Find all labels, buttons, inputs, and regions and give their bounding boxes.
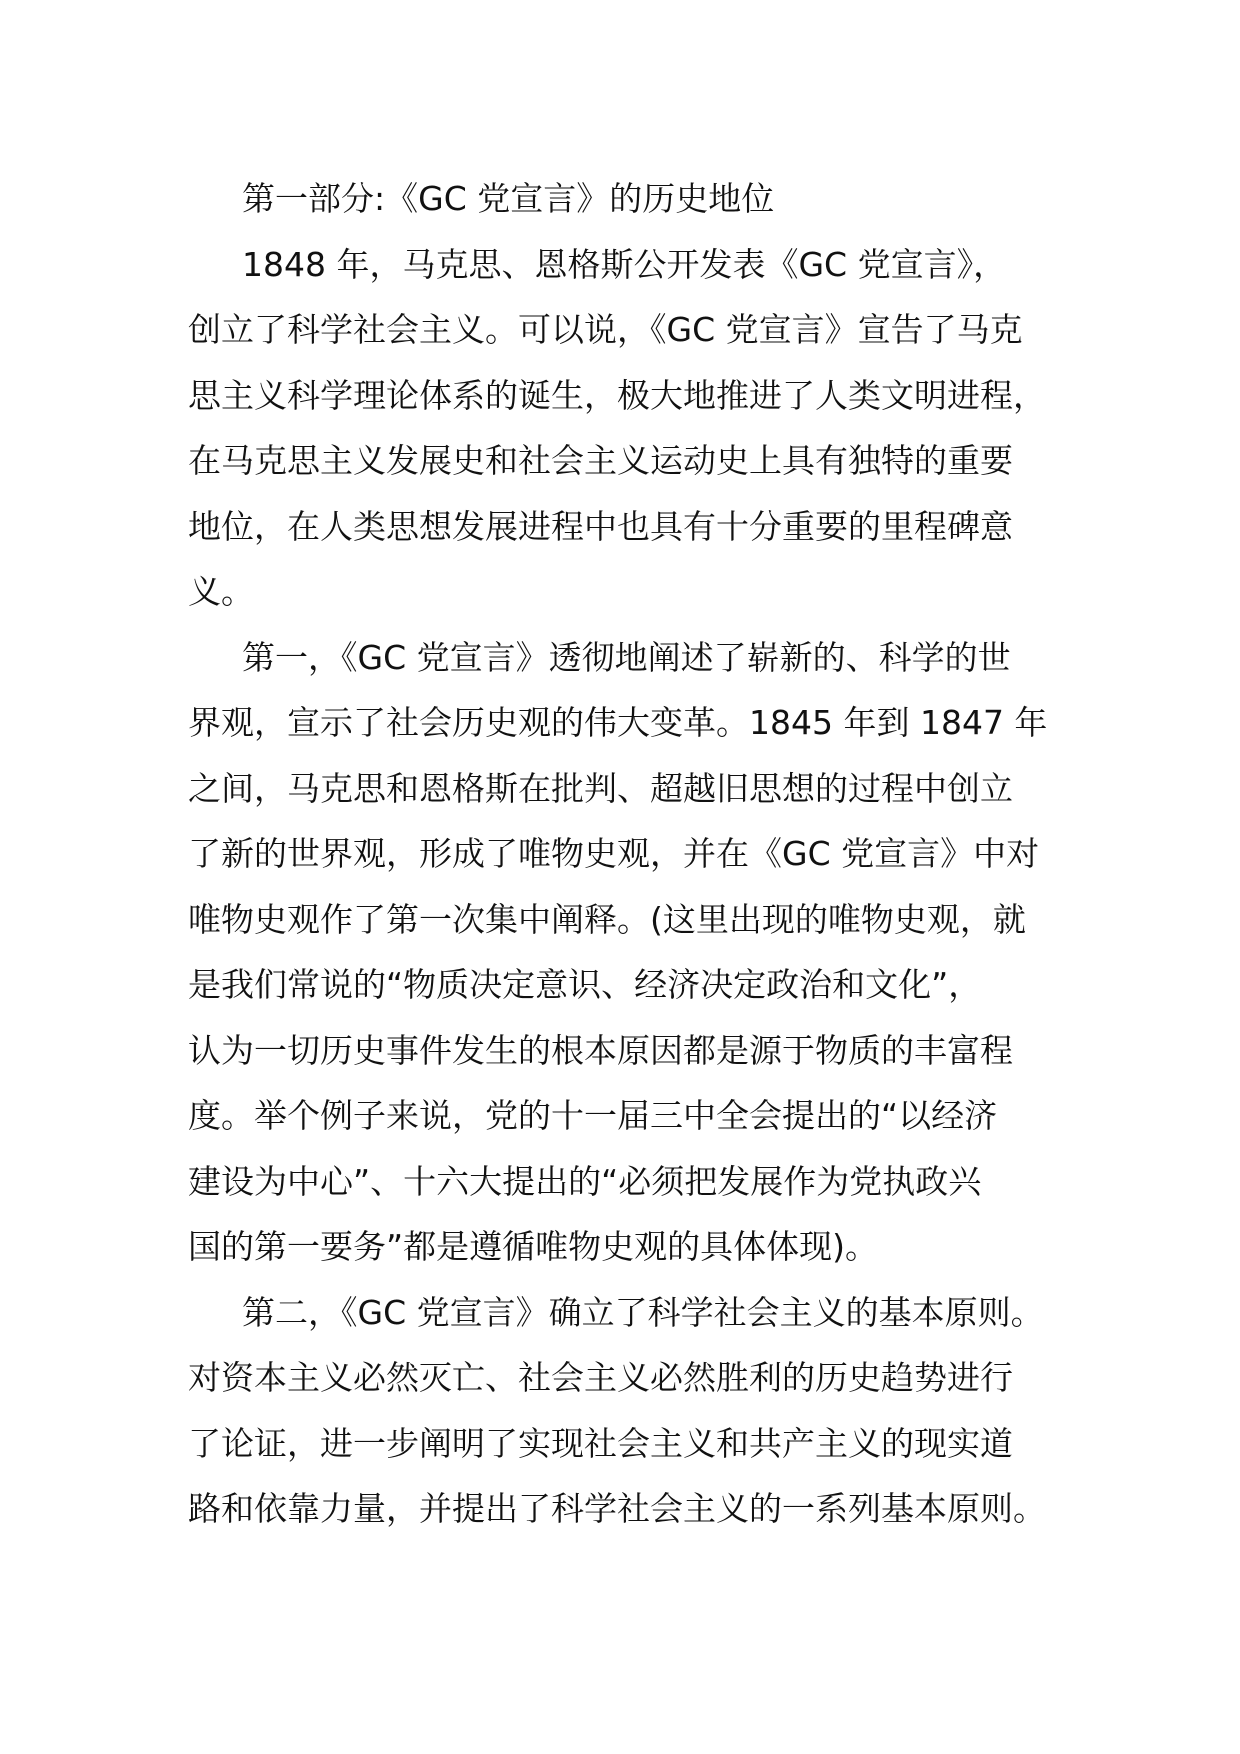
paragraph-line: 1848 年，马克思、恩格斯公开发表《GC 党宣言》， bbox=[242, 244, 1007, 284]
paragraph-line: 义。 bbox=[188, 572, 254, 611]
paragraph-second bbox=[188, 1280, 1068, 1542]
paragraph-line: 创立了科学社会主义。可以说，《GC 党宣言》宣告了马克 bbox=[188, 310, 1023, 349]
paragraph-first bbox=[188, 625, 1068, 1280]
paragraph-line: 第一，《GC 党宣言》透彻地阐述了崭新的、科学的世 bbox=[242, 637, 1011, 677]
paragraph-line: 建设为中心”、十六大提出的“必须把发展作为党执政兴 bbox=[188, 1161, 982, 1201]
document-body bbox=[188, 166, 1068, 1542]
paragraph-line: 之间，马克思和恩格斯在批判、超越旧思想的过程中创立 bbox=[188, 768, 1013, 808]
paragraph-line: 唯物史观作了第一次集中阐释。(这里出现的唯物史观，就 bbox=[188, 899, 1026, 939]
paragraph-line: 是我们常说的“物质决定意识、经济决定政治和文化”， bbox=[188, 965, 982, 1004]
paragraph-line: 度。举个例子来说，党的十一届三中全会提出的“以经济 bbox=[188, 1096, 998, 1135]
heading-line: 第一部分:《GC 党宣言》的历史地位 bbox=[242, 179, 775, 218]
paragraph-line: 认为一切历史事件发生的根本原因都是源于物质的丰富程 bbox=[188, 1030, 1013, 1070]
paragraph-line: 思主义科学理论体系的诞生，极大地推进了人类文明进程， bbox=[188, 375, 1046, 415]
paragraph-line: 了论证，进一步阐明了实现社会主义和共产主义的现实道 bbox=[188, 1423, 1013, 1463]
paragraph-line: 国的第一要务”都是遵循唯物史观的具体体现)。 bbox=[188, 1227, 878, 1266]
paragraph-line: 路和依靠力量，并提出了科学社会主义的一系列基本原则。 bbox=[188, 1489, 1046, 1528]
paragraph-intro bbox=[188, 232, 1068, 625]
paragraph-line: 第二，《GC 党宣言》确立了科学社会主义的基本原则。 bbox=[242, 1292, 1044, 1332]
paragraph-line: 地位，在人类思想发展进程中也具有十分重要的里程碑意 bbox=[188, 506, 1013, 546]
paragraph-line: 在马克思主义发展史和社会主义运动史上具有独特的重要 bbox=[188, 441, 1013, 480]
paragraph-line: 界观，宣示了社会历史观的伟大变革。1845 年到 1847 年 bbox=[188, 703, 1048, 742]
paragraph-line: 了新的世界观，形成了唯物史观，并在《GC 党宣言》中对 bbox=[188, 834, 1040, 873]
paragraph-line: 对资本主义必然灭亡、社会主义必然胜利的历史趋势进行 bbox=[188, 1358, 1013, 1397]
section-heading bbox=[188, 166, 1068, 232]
